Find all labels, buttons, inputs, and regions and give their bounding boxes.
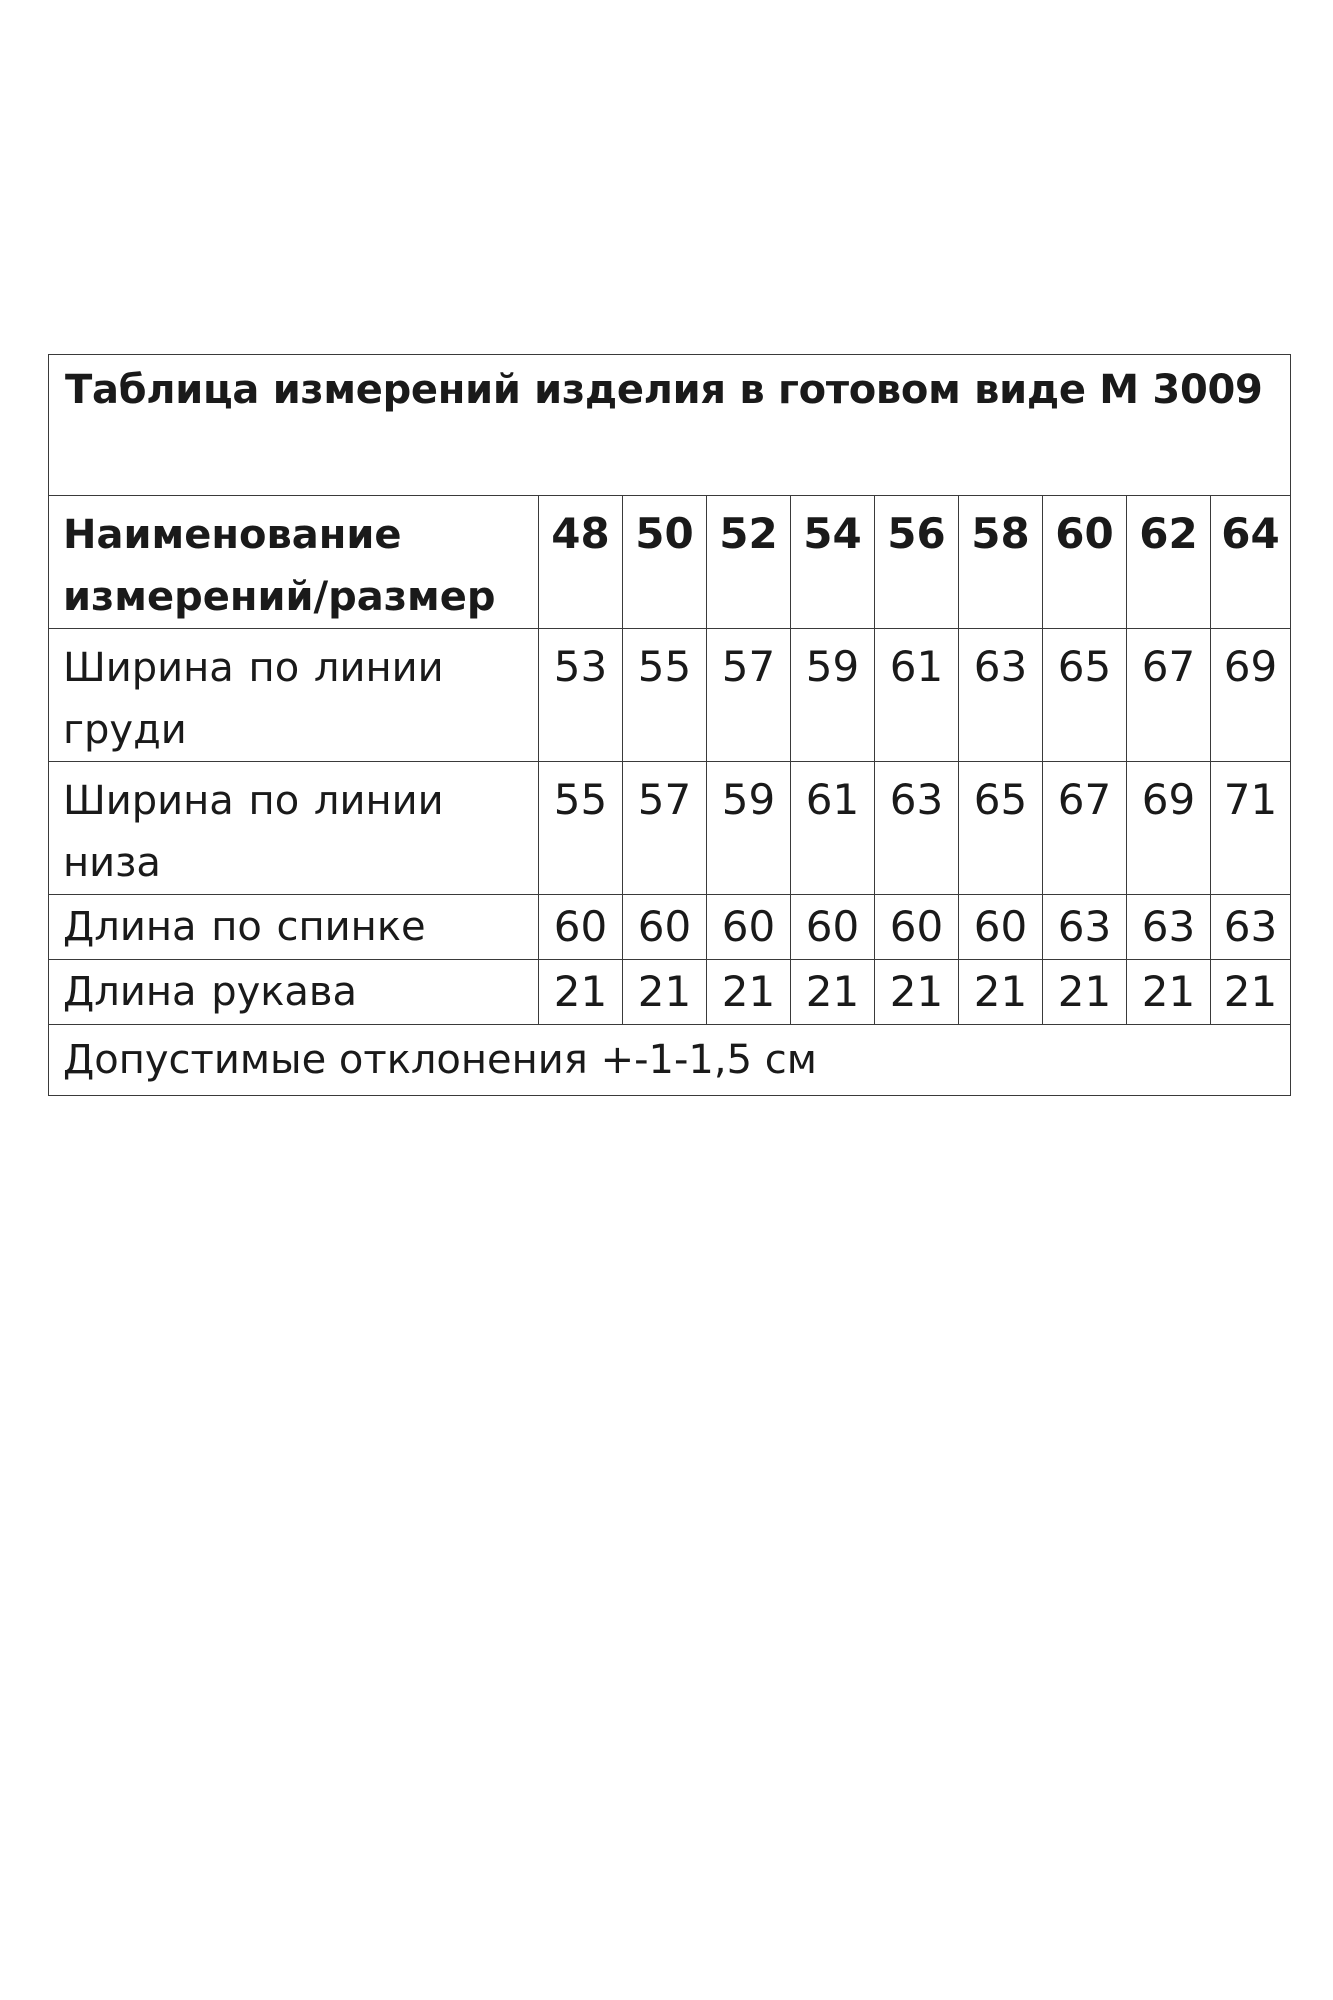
row-label: Ширина по линии низа — [49, 762, 539, 895]
table-cell: 55 — [539, 762, 623, 895]
size-header: 50 — [623, 496, 707, 629]
header-label: Наименование измерений/размер — [49, 496, 539, 629]
table-cell: 21 — [959, 960, 1043, 1025]
table-cell: 63 — [1043, 895, 1127, 960]
table-cell: 60 — [791, 895, 875, 960]
table-cell: 65 — [959, 762, 1043, 895]
table-cell: 57 — [707, 629, 791, 762]
table-row — [49, 629, 1291, 762]
table-row — [49, 762, 1291, 895]
row-label: Длина по спинке — [49, 895, 539, 960]
table-cell: 21 — [539, 960, 623, 1025]
size-header: 56 — [875, 496, 959, 629]
measurement-table — [48, 354, 1291, 1096]
table-cell: 65 — [1043, 629, 1127, 762]
size-header: 58 — [959, 496, 1043, 629]
table-cell: 21 — [1127, 960, 1211, 1025]
table-cell: 21 — [791, 960, 875, 1025]
table-cell: 60 — [959, 895, 1043, 960]
table-cell: 21 — [707, 960, 791, 1025]
table-cell: 60 — [539, 895, 623, 960]
table-cell: 63 — [1211, 895, 1291, 960]
table-cell: 21 — [1211, 960, 1291, 1025]
table-cell: 69 — [1127, 762, 1211, 895]
table-cell: 60 — [707, 895, 791, 960]
row-label: Длина рукава — [49, 960, 539, 1025]
table-cell: 61 — [791, 762, 875, 895]
table-cell: 21 — [1043, 960, 1127, 1025]
table-cell: 67 — [1127, 629, 1211, 762]
note-row — [49, 1025, 1291, 1096]
table-cell: 71 — [1211, 762, 1291, 895]
table-row — [49, 960, 1291, 1025]
table-cell: 59 — [707, 762, 791, 895]
size-header: 64 — [1211, 496, 1291, 629]
table-title: Таблица измерений изделия в готовом виде М 3009 — [49, 355, 1291, 496]
size-header: 62 — [1127, 496, 1211, 629]
table-cell: 55 — [623, 629, 707, 762]
table-cell: 59 — [791, 629, 875, 762]
table-cell: 53 — [539, 629, 623, 762]
table-cell: 21 — [623, 960, 707, 1025]
table-cell: 60 — [875, 895, 959, 960]
tolerance-note: Допустимые отклонения +-1-1,5 см — [49, 1025, 1291, 1096]
table-cell: 63 — [875, 762, 959, 895]
header-row — [49, 496, 1291, 629]
size-header: 60 — [1043, 496, 1127, 629]
table-cell: 61 — [875, 629, 959, 762]
table-cell: 67 — [1043, 762, 1127, 895]
table-cell: 69 — [1211, 629, 1291, 762]
title-row — [49, 355, 1291, 496]
size-header: 52 — [707, 496, 791, 629]
table-cell: 57 — [623, 762, 707, 895]
table-cell: 60 — [623, 895, 707, 960]
row-label: Ширина по линии груди — [49, 629, 539, 762]
table-cell: 63 — [1127, 895, 1211, 960]
size-header: 54 — [791, 496, 875, 629]
table-cell: 21 — [875, 960, 959, 1025]
size-header: 48 — [539, 496, 623, 629]
table-cell: 63 — [959, 629, 1043, 762]
table-row — [49, 895, 1291, 960]
